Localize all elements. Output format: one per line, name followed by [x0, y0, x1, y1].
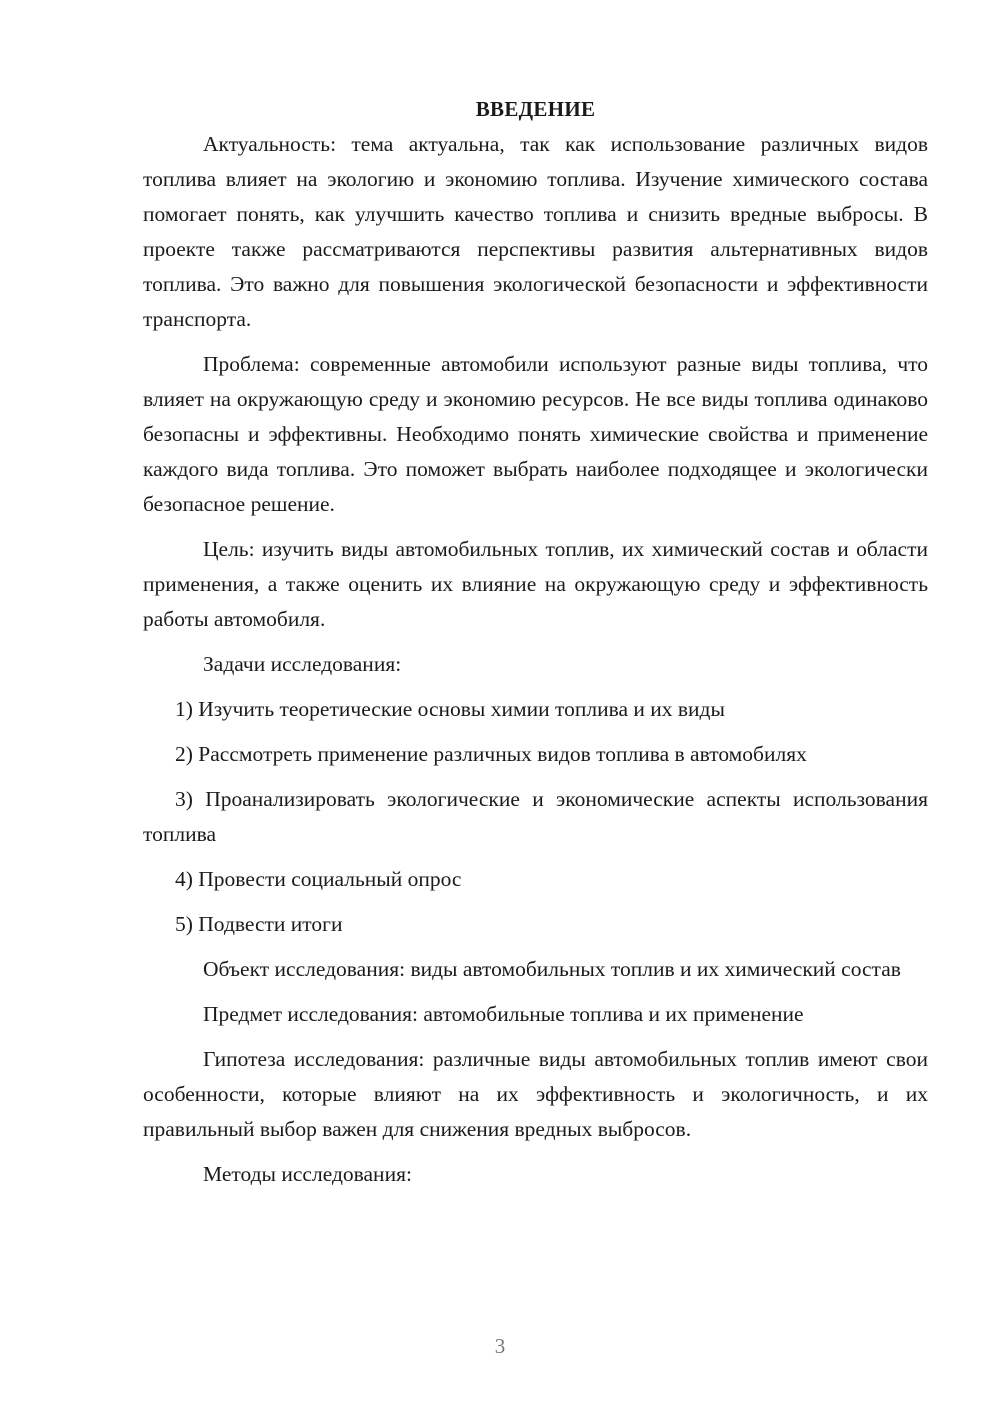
list-item: 5) Подвести итоги	[175, 912, 343, 936]
list-item: 1) Изучить теоретические основы химии топлива и их виды	[175, 697, 725, 721]
list-item: 3) Проанализировать экологические и экономические аспекты использования топлива	[143, 787, 928, 846]
methods-heading: Методы исследования:	[203, 1162, 412, 1186]
page-number: 3	[494, 1334, 506, 1358]
goal-paragraph: Цель: изучить виды автомобильных топлив, их химический состав и области применения, а также оценить их влияние на окружающую среду и эффективность работы автомобиля.	[143, 537, 928, 631]
list-item: 4) Провести социальный опрос	[175, 867, 462, 891]
relevance-paragraph: Актуальность: тема актуальна, так как использование различных видов топлива влияет на экологию и экономию топлива. Изучение химического состава помогает понять, как улучшить качество топлива и снизить вредные выбросы. В проекте также рассматриваются перспективы развития альтернативных видов топлива. Это важно для повышения экологической безопасности и эффективности транспорта.	[143, 132, 928, 331]
document-page	[143, 92, 928, 1192]
hypothesis-paragraph: Гипотеза исследования: различные виды автомобильных топлив имеют свои особенности, которые влияют на их эффективность и экологичность, и их правильный выбор важен для снижения вредных выбросов.	[143, 1047, 928, 1141]
problem-paragraph: Проблема: современные автомобили используют разные виды топлива, что влияет на окружающую среду и экономию ресурсов. Не все виды топлива одинаково безопасны и эффективны. Необходимо понять химические свойства и применение каждого вида топлива. Это поможет выбрать наиболее подходящее и экологически безопасное решение.	[143, 352, 928, 516]
page-title: ВВЕДЕНИЕ	[475, 97, 596, 121]
list-item: 2) Рассмотреть применение различных видов топлива в автомобилях	[175, 742, 807, 766]
tasks-heading: Задачи исследования:	[203, 652, 402, 676]
subject-paragraph: Предмет исследования: автомобильные топлива и их применение	[203, 1002, 804, 1026]
object-paragraph: Объект исследования: виды автомобильных топлив и их химический состав	[203, 957, 901, 981]
